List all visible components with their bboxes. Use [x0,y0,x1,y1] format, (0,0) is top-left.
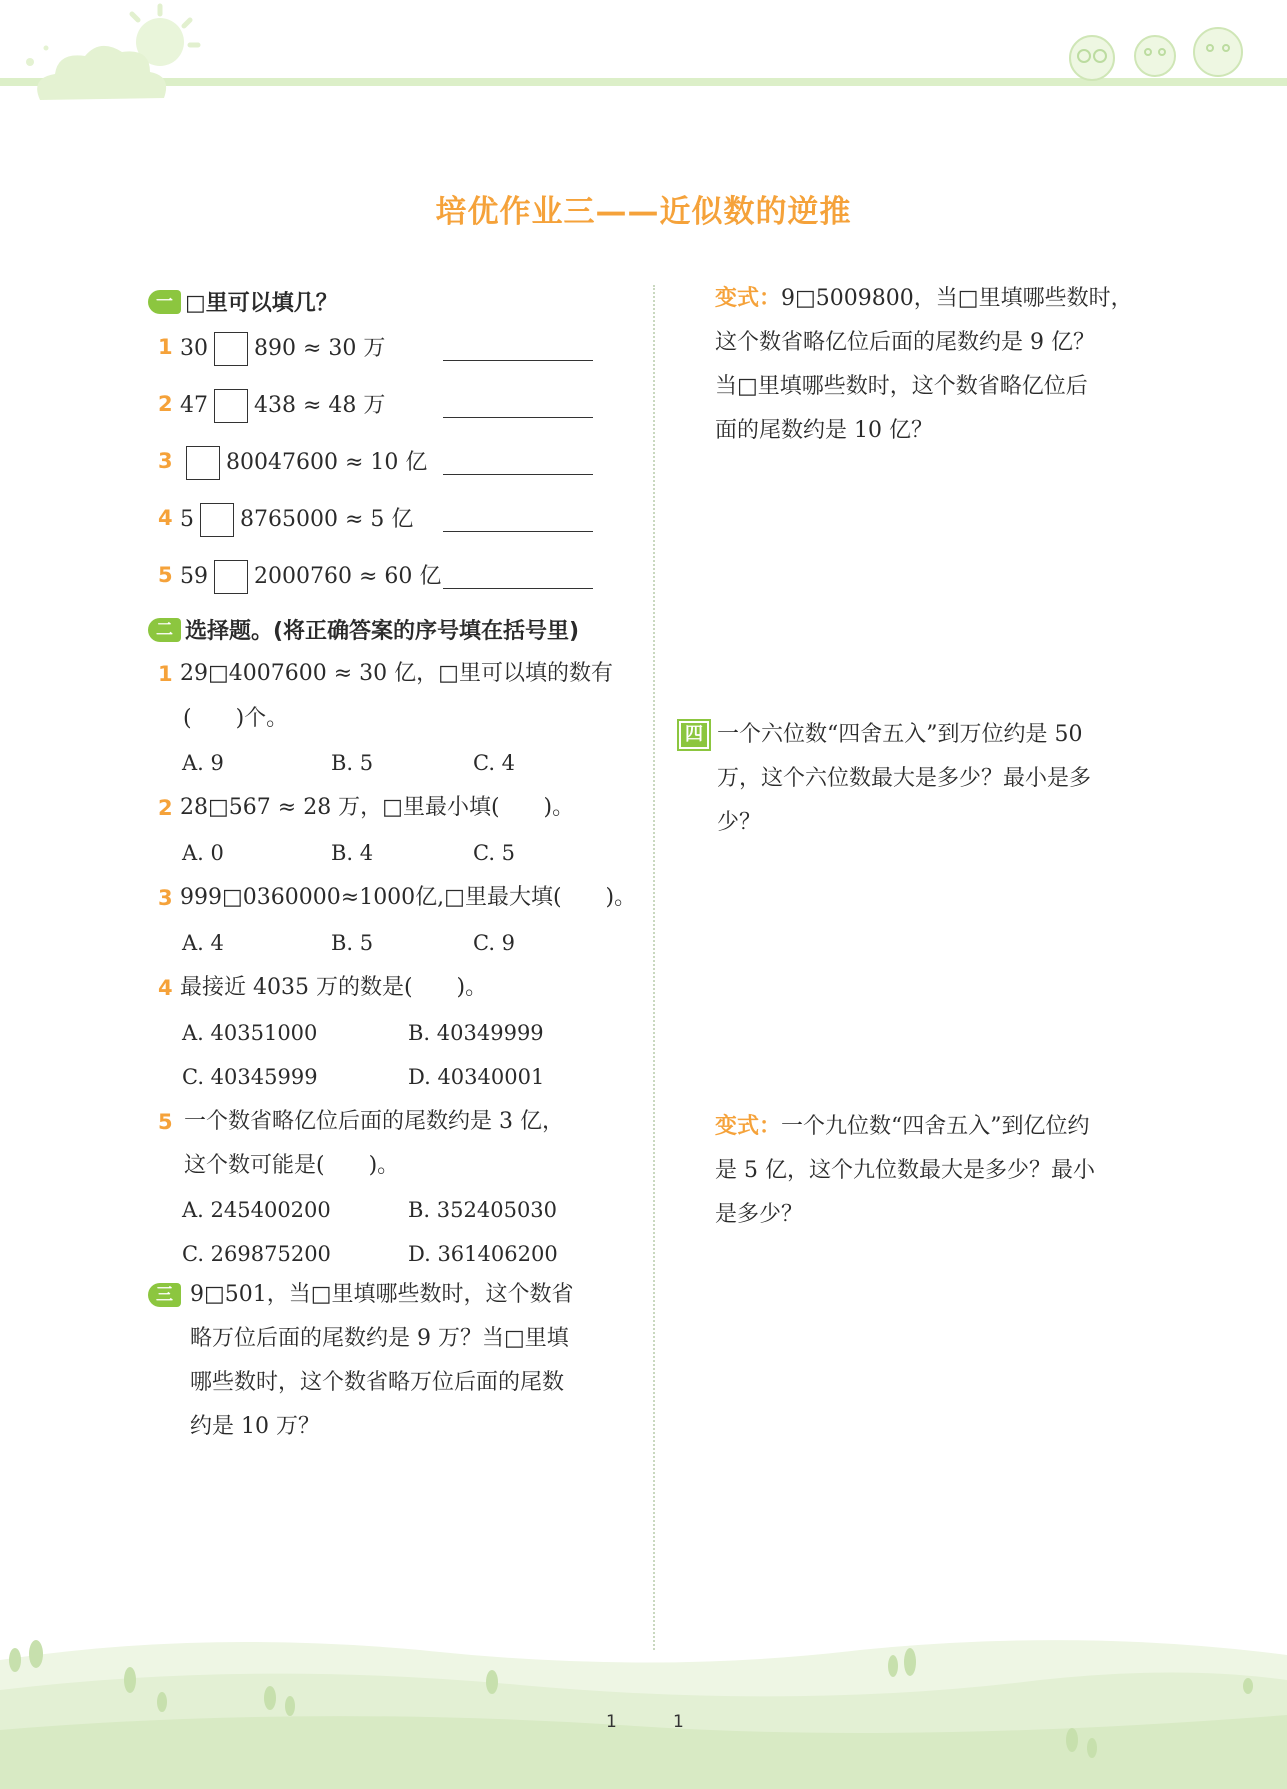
fill-box[interactable] [186,446,220,480]
variant-1-line-4: 面的尾数约是 10 亿？ [715,418,933,443]
q1-option-a[interactable]: A. 9 [182,751,224,775]
variant-2-label: 变式： [715,1114,782,1139]
q2-option-a[interactable]: A. 0 [182,841,224,865]
q5-option-a[interactable]: A. 245400200 [182,1198,331,1222]
variant-1-label: 变式： [715,286,782,311]
section-3-badge: 三 [148,1283,181,1307]
answer-line[interactable] [443,474,593,475]
q2-option-b[interactable]: B. 4 [331,841,374,865]
q4-option-d[interactable]: D. 40340001 [408,1065,545,1089]
q5-option-b[interactable]: B. 352405030 [408,1198,558,1222]
section-3-line-1: 9□501，当□里填哪些数时，这个数省 [190,1282,574,1307]
q5-text: 一个数省略亿位后面的尾数约是 3 亿， [184,1109,564,1134]
section-2-badge: 二 [148,618,181,642]
q2-option-c[interactable]: C. 5 [473,841,516,865]
q3-option-b[interactable]: B. 5 [331,931,374,955]
section-1-badge: 一 [148,290,181,314]
page-number-left: 1 [606,1712,617,1732]
q1-option-b[interactable]: B. 5 [331,751,374,775]
page-number-right: 1 [673,1712,684,1732]
variant-2-line-2: 是 5 亿，这个九位数最大是多少？最小 [715,1158,1095,1183]
q5-number: 5 [158,1110,173,1134]
sun-cloud-decoration [0,0,210,110]
section-2-title: 选择题。(将正确答案的序号填在括号里) [185,619,580,644]
q4-option-a[interactable]: A. 40351000 [182,1021,318,1045]
variant-1-line-3: 当□里填哪些数时，这个数省略亿位后 [715,374,1088,399]
section-4-badge: 四 [679,721,709,749]
section-1-title: □里可以填几？ [185,291,338,316]
answer-line[interactable] [443,360,593,361]
section-3-line-2: 略万位后面的尾数约是 9 万？当□里填 [190,1326,569,1351]
q3-text: 999□0360000≈1000亿,□里最大填( )。 [180,885,637,910]
fill-box[interactable] [214,389,248,423]
section-2-heading [148,614,579,645]
page-title: 培优作业三——近似数的逆推 [435,194,852,230]
fill-box[interactable] [214,560,248,594]
q2-text: 28□567 ≈ 28 万，□里最小填( )。 [180,795,575,820]
q3-option-c[interactable]: C. 9 [473,931,516,955]
answer-line[interactable] [443,588,593,589]
q4-number: 4 [158,976,173,1000]
q5-option-d[interactable]: D. 361406200 [408,1242,558,1266]
section-4-line-3: 少？ [717,810,762,835]
footer-hills-decoration [0,1620,1287,1789]
column-divider [653,285,655,1650]
variant-1-line-1: 变式：9□5009800，当□里填哪些数时， [715,286,1133,311]
variant-2-line-1: 变式：一个九位数“四舍五入”到亿位约 [715,1114,1090,1139]
q1-text: 29□4007600 ≈ 30 亿，□里可以填的数有 [180,661,613,686]
section-3-line-4: 约是 10 万？ [190,1414,320,1439]
q1-text-2: ( )个。 [183,706,289,731]
q5-text-2: 这个数可能是( )。 [184,1153,400,1178]
section-4-line-1: 一个六位数“四舍五入”到万位约是 50 [717,722,1083,747]
q3-option-a[interactable]: A. 4 [182,931,224,955]
animal-faces-decoration [1060,0,1250,90]
q4-option-b[interactable]: B. 40349999 [408,1021,544,1045]
q1-option-c[interactable]: C. 4 [473,751,516,775]
q1-number: 1 [158,662,173,686]
q4-option-c[interactable]: C. 40345999 [182,1065,318,1089]
variant-1-line-2: 这个数省略亿位后面的尾数约是 9 亿？ [715,330,1095,355]
fill-box[interactable] [200,503,234,537]
fill-box[interactable] [214,332,248,366]
section-1-heading [148,286,338,317]
section-3-line-3: 哪些数时，这个数省略万位后面的尾数 [190,1370,565,1395]
q2-number: 2 [158,796,173,820]
answer-line[interactable] [443,531,593,532]
variant-2-line-3: 是多少？ [715,1202,804,1227]
section-4-line-2: 万，这个六位数最大是多少？最小是多 [717,766,1092,791]
q4-text: 最接近 4035 万的数是( )。 [180,975,488,1000]
q5-option-c[interactable]: C. 269875200 [182,1242,331,1266]
q3-number: 3 [158,886,173,910]
answer-line[interactable] [443,417,593,418]
